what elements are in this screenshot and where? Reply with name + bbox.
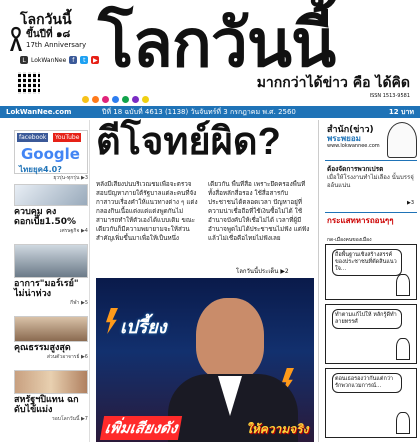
color-dot (132, 96, 139, 103)
masthead (0, 0, 420, 100)
speech-bubble: ถือพื้นฐานเชิงสร้างสรรค์ของประชาชนที่ตัดสินแนวใจ... (332, 249, 402, 276)
promo-virtue-thumbnail (14, 316, 88, 342)
photo-caption-louder: เพิ่มเสียงดัง (100, 416, 183, 440)
comic-author: กด-เมืองคนของเมือง (327, 237, 372, 243)
color-dot (92, 96, 99, 103)
comic-panel-3 (325, 368, 417, 438)
issue-info: ปีที่ 18 ฉบับที่ 4613 (1138) วันจันทร์ที่ 3 กรกฎาคม พ.ศ. 2560 (102, 107, 296, 116)
mourning-ribbon-icon (8, 26, 24, 52)
promo-sports-title: อาการ"มอร์เรย์" ไม่น่าห่วง (14, 279, 79, 299)
website-link[interactable]: LokWanNee.com (6, 108, 72, 116)
promo-tech-subtitle: ไทยยุค4.0? (19, 165, 62, 174)
color-dot (102, 96, 109, 103)
promo-world-thumbnail (14, 370, 88, 394)
main-story-body: หลังมีเสียงบ่นบริเวณชมเพื่อจะตรวจสอบปัญหาภายใต้รัฐบาลแต่ละคนที่จังกาสาวบเรื่องคำให้แนวทางต่าง ๆ แต่งกลองกินเนื้อแต่งแต่แต่งพูดกันไม่สามารถทำให้ตัวเองได้แบบเดิม ขณะเดียวกันก็มีความพยายามจะให้ส่วนสำคัญเพิ่มขึ้นมาเพื่อให้เป็นหนึ่งเดียวกัน พื้นที่สื่อ เพราะยึดครองพื้นที่ทั้งสื่อหลักสื่อรอง ใช้สื่อสารกับประชาชนได้ตลอดเวลา ปัญหาอยู่ที่ความน่าเชื่อถือที่ใช้เงินซื้อไม่ได้ ใช้อำนาจบังคับให้เชื่อไม่ได้ เวลาที่ผู้มีอำนาจพูดไม่ได้ประชาชนไม่ฟัง แต่ฟังแล้วไม่เชื่อคือไทยไม่ฟังเลย (96, 181, 310, 242)
comic-panel-2 (325, 304, 417, 364)
youtube-icon[interactable]: ▶ (92, 56, 98, 64)
anniversary-thai: ขึ้นปีที่ ๑๘ (26, 29, 71, 40)
weekday-color-dots (82, 96, 149, 103)
column2-title: ต้องจัดการพวกเปรต (327, 165, 384, 173)
promo-economy-thumbnail (14, 184, 88, 206)
divider (325, 160, 417, 161)
photo-caption-burst: เปรี้ยง (120, 317, 167, 338)
lightning-icon (106, 308, 118, 334)
speaker-face (196, 298, 264, 380)
promo-tech-thumbnail (14, 130, 88, 174)
color-dot (142, 96, 149, 103)
main-photo (96, 278, 314, 442)
facebook-logo: facebook (19, 134, 47, 141)
promo-tech[interactable] (14, 130, 88, 182)
promo-economy-title: ควบคุม คงดอกเบี้ย1.50% (14, 207, 76, 227)
left-promo-column (0, 120, 90, 442)
twitter-icon[interactable]: t (80, 56, 88, 64)
comic-section-title: กระแสทหารถอนๆๆ (327, 216, 394, 225)
color-dot (112, 96, 119, 103)
promo-sports-thumbnail (14, 244, 88, 278)
column-website: www.lokwannee.com (327, 143, 380, 149)
cartoon-figure (396, 338, 410, 360)
line-icon[interactable]: L (20, 56, 28, 64)
color-dot (82, 96, 89, 103)
promo-world-page-ref: รอบโลกวันนี้ ▶7 (52, 416, 88, 422)
newspaper-title: โลกวันนี้ (98, 6, 336, 80)
social-handle[interactable]: LokWanNee (31, 56, 67, 64)
qr-code-overlay (18, 72, 40, 94)
main-headline: ตีโจทย์ผิด? (96, 121, 281, 163)
social-row (20, 56, 99, 64)
promo-economy[interactable] (14, 184, 88, 235)
cartoon-figure (396, 412, 410, 434)
small-logo: โลกวันนี้ (20, 11, 72, 27)
issn: ISSN 1513-9581 (369, 93, 410, 99)
speech-bubble: ทำตามแก้ไปให้ หลักรู้ดีทำลายทรรศ์ (332, 309, 402, 329)
main-story-continued[interactable]: โลกวันนี้ประเด็น ▶2 (236, 268, 289, 275)
promo-virtue-page-ref: ส่วนตัวอาจารย์ ▶6 (46, 354, 88, 360)
photo-caption-truth: ให้ความจริง (246, 422, 309, 436)
facebook-icon[interactable]: f (69, 56, 77, 64)
promo-sports[interactable] (14, 244, 88, 307)
column-title: สำนัก(ข่าว) (327, 125, 374, 135)
promo-sports-page-ref: กีฬา ▶5 (70, 300, 88, 306)
column2-page-ref[interactable]: ▶3 (406, 200, 414, 206)
cartoon-figure (396, 274, 410, 296)
promo-economy-page-ref: เศรษฐกิจ ▶4 (59, 228, 88, 234)
monk-caricature (387, 122, 417, 158)
divider (325, 212, 417, 213)
google-logo: Google (21, 145, 80, 163)
color-dot (122, 96, 129, 103)
promo-world[interactable] (14, 370, 88, 423)
promo-virtue[interactable] (14, 316, 88, 361)
promo-tech-page-ref: ยุวรุ่น-ทุกรุ่น ▶3 (53, 175, 88, 181)
issue-bar (0, 106, 420, 118)
youtube-logo: YouTube (55, 134, 80, 141)
comic-panel-1 (325, 244, 417, 300)
right-column (318, 120, 420, 442)
column-author: พระพยอม (327, 134, 361, 143)
anniversary-english: 17th Anniversary (26, 41, 87, 49)
tagline: มากกว่าได้ข่าว คือ ได้คิด (256, 75, 410, 91)
promo-world-title: สหรัฐฯปิแทน ฉกดับไข้แม่ง (14, 395, 79, 415)
speech-bubble: ตอนเธอรองว่ากันแต่กว่ารักพวกแวมการณ์... (332, 373, 402, 393)
column2-body: เมื่อให้โรงงานทำไม่เลือง นั้นบรรจุ่ออ้นแน่น (327, 174, 414, 189)
price: 12 บาท (388, 107, 414, 116)
promo-virtue-title: คุณธรรมสูงสุด (14, 343, 71, 353)
